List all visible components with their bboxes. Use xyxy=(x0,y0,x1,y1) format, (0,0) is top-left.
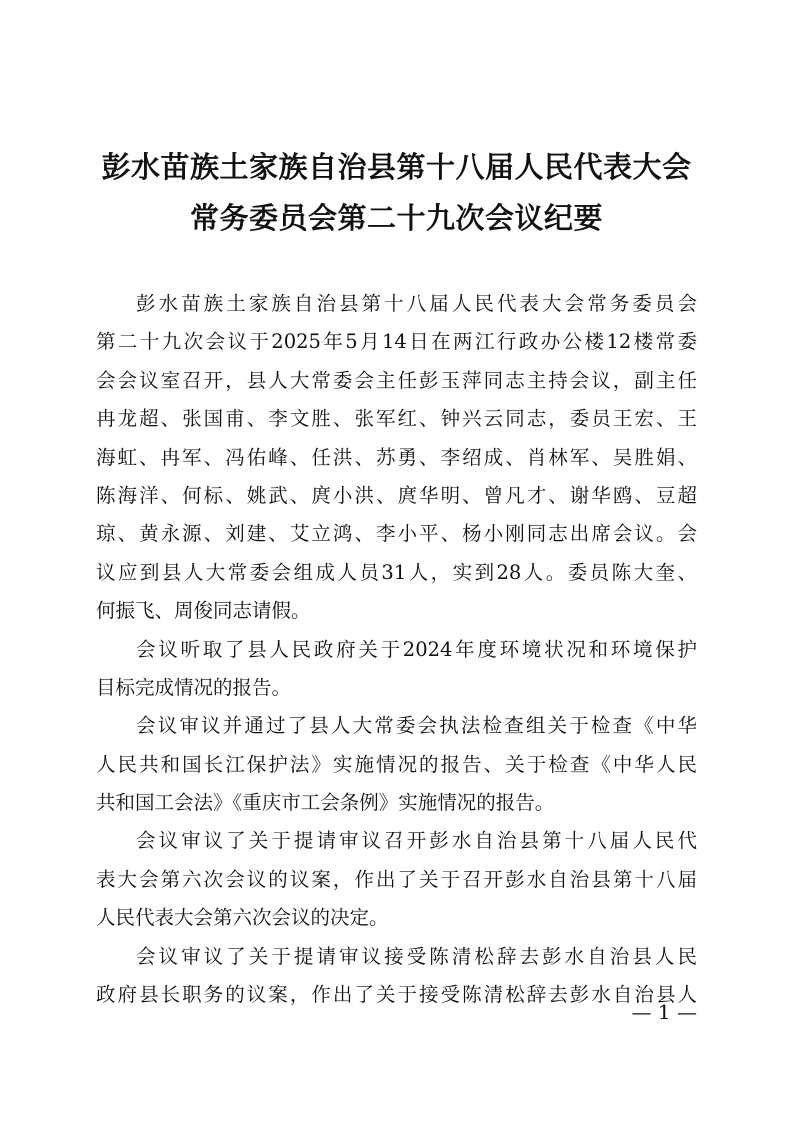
text-line: 人民代表大会第六次会议的决定。 xyxy=(96,906,389,930)
text-line: 第二十九次会议于2025年5月14日在两江行政办公楼12楼常委 xyxy=(96,330,697,354)
text-line: 会会议室召开，县人大常委会主任彭玉萍同志主持会议，副主任 xyxy=(96,368,697,392)
text-line: 人民共和国长江保护法》实施情况的报告、关于检查《中华人民 xyxy=(96,752,697,776)
document-title-line-1: 彭水苗族土家族自治县第十八届人民代表大会 xyxy=(101,150,692,184)
paragraph xyxy=(96,707,697,822)
document-body xyxy=(96,285,697,1014)
paragraph xyxy=(96,938,697,1015)
text-line: 议应到县人大常委会组成人员31人，实到28人。委员陈大奎、 xyxy=(96,560,697,584)
text-line: 何振飞、周俊同志请假。 xyxy=(96,599,311,623)
text-line: 冉龙超、张国甫、李文胜、张军红、钟兴云同志，委员王宏、王 xyxy=(96,407,697,431)
page-number: — 1 — xyxy=(631,1000,697,1024)
text-line: 会议审议了关于提请审议接受陈清松辞去彭水自治县人民 xyxy=(136,944,697,968)
text-line: 政府县长职务的议案，作出了关于接受陈清松辞去彭水自治县人 xyxy=(96,983,697,1007)
text-line: 会议审议了关于提请审议召开彭水自治县第十八届人民代 xyxy=(136,829,697,853)
text-line: 陈海洋、何标、姚武、庹小洪、庹华明、曾凡才、谢华鸥、豆超 xyxy=(96,483,697,507)
text-line: 会议审议并通过了县人大常委会执法检查组关于检查《中华 xyxy=(136,714,697,738)
paragraph xyxy=(96,822,697,937)
text-line: 琼、黄永源、刘建、艾立鸿、李小平、杨小刚同志出席会议。会 xyxy=(96,522,697,546)
text-line: 目标完成情况的报告。 xyxy=(96,675,292,699)
paragraph xyxy=(96,285,697,631)
text-line: 共和国工会法》《重庆市工会条例》实施情况的报告。 xyxy=(96,791,555,815)
text-line: 海虹、冉军、冯佑峰、任洪、苏勇、李绍成、肖林军、吴胜娟、 xyxy=(96,445,697,469)
text-line: 表大会第六次会议的议案，作出了关于召开彭水自治县第十八届 xyxy=(96,867,697,891)
text-line: 彭水苗族土家族自治县第十八届人民代表大会常务委员会 xyxy=(136,292,697,315)
document-title-line-2: 常务委员会第二十九次会议纪要 xyxy=(189,201,603,235)
paragraph xyxy=(96,631,697,708)
text-line: 会议听取了县人民政府关于2024年度环境状况和环境保护 xyxy=(136,637,697,661)
